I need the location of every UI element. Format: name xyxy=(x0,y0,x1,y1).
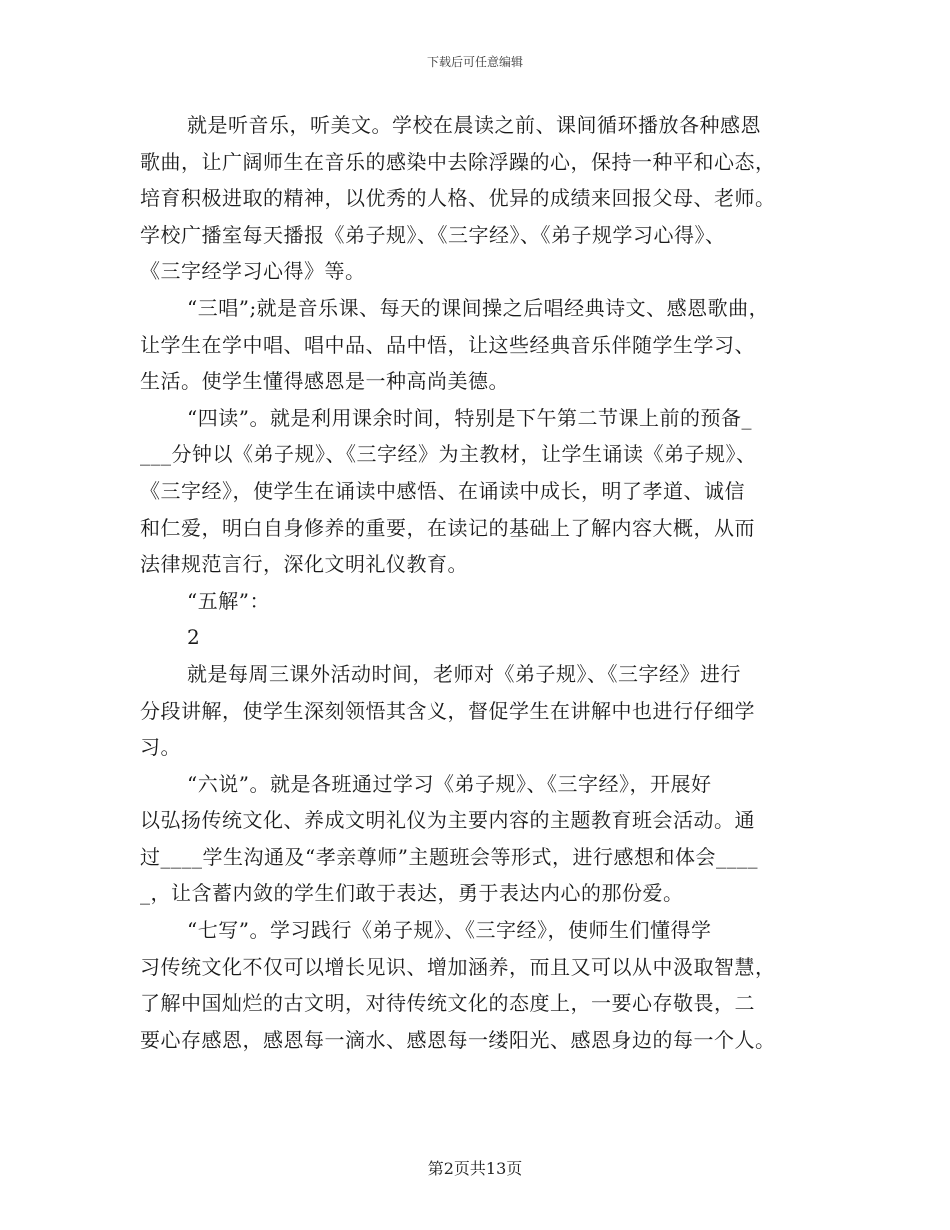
text-line: ___分钟以《弟子规》、《三字经》为主教材，让学生诵读《弟子规》、 xyxy=(140,442,757,467)
text-line: 就是听音乐，听美文。学校在晨读之前、课间循环播放各种感恩 xyxy=(187,113,761,137)
text-line: _，让含蓄内敛的学生们敢于表达，勇于表达内心的那份爱。 xyxy=(140,881,684,906)
document-body xyxy=(140,107,820,1058)
text-line: 习。 xyxy=(140,735,181,760)
text-line: “七写”。学习践行《弟子规》、《三字经》，使师生们懂得学 xyxy=(187,918,712,943)
text-line: 法律规范言行，深化文明礼仪教育。 xyxy=(140,552,468,577)
text-line: 和仁爱，明白自身修养的重要，在读记的基础上了解内容大概，从而 xyxy=(140,515,755,540)
text-line: 生活。使学生懂得感恩是一种高尚美德。 xyxy=(140,369,509,394)
text-line: 过____学生沟通及“孝亲尊师”主题班会等形式，进行感想和体会____ xyxy=(140,844,758,869)
text-line: 培育积极进取的精神，以优秀的人格、优异的成绩来回报父母、老师。 xyxy=(140,186,776,211)
text-line: “五解”： xyxy=(187,588,270,613)
text-line: 了解中国灿烂的古文明，对待传统文化的态度上，一要心存敬畏，二 xyxy=(140,991,755,1016)
text-line: 要心存感恩，感恩每一滴水、感恩每一缕阳光、感恩身边的每一个人。 xyxy=(140,1027,776,1052)
text-line: 学校广播室每天播报《弟子规》、《三字经》、《弟子规学习心得》、 xyxy=(140,222,726,247)
text-line: 《三字经学习心得》等。 xyxy=(140,259,366,284)
text-line: 分段讲解，使学生深刻领悟其含义，督促学生在讲解中也进行仔细学 xyxy=(140,698,755,723)
text-line: “三唱”;就是音乐课、每天的课间操之后唱经典诗文、感恩歌曲， xyxy=(187,295,770,320)
text-line: “四读”。就是利用课余时间，特别是下午第二节课上前的预备_ xyxy=(187,405,752,430)
text-line: 让学生在学中唱、唱中品、品中悟，让这些经典音乐伴随学生学习、 xyxy=(140,332,755,357)
page-number: 第2页共13页 xyxy=(427,1159,523,1178)
text-line: 习传统文化不仅可以增长见识、增加涵养，而且又可以从中汲取智慧， xyxy=(140,954,776,979)
page-header: 下载后可任意编辑 xyxy=(426,55,523,69)
text-line: 歌曲，让广阔师生在音乐的感染中去除浮躁的心，保持一种平和心态， xyxy=(140,149,776,174)
text-line: 以弘扬传统文化、养成文明礼仪为主要内容的主题教育班会活动。通 xyxy=(140,808,755,833)
text-line: “六说”。就是各班通过学习《弟子规》、《三字经》，开展好 xyxy=(187,771,712,796)
text-line: 《三字经》，使学生在诵读中感悟、在诵读中成长，明了孝道、诚信 xyxy=(140,478,745,503)
text-line: 2 xyxy=(187,625,201,650)
text-line: 就是每周三课外活动时间，老师对《弟子规》、《三字经》进行 xyxy=(187,661,741,686)
